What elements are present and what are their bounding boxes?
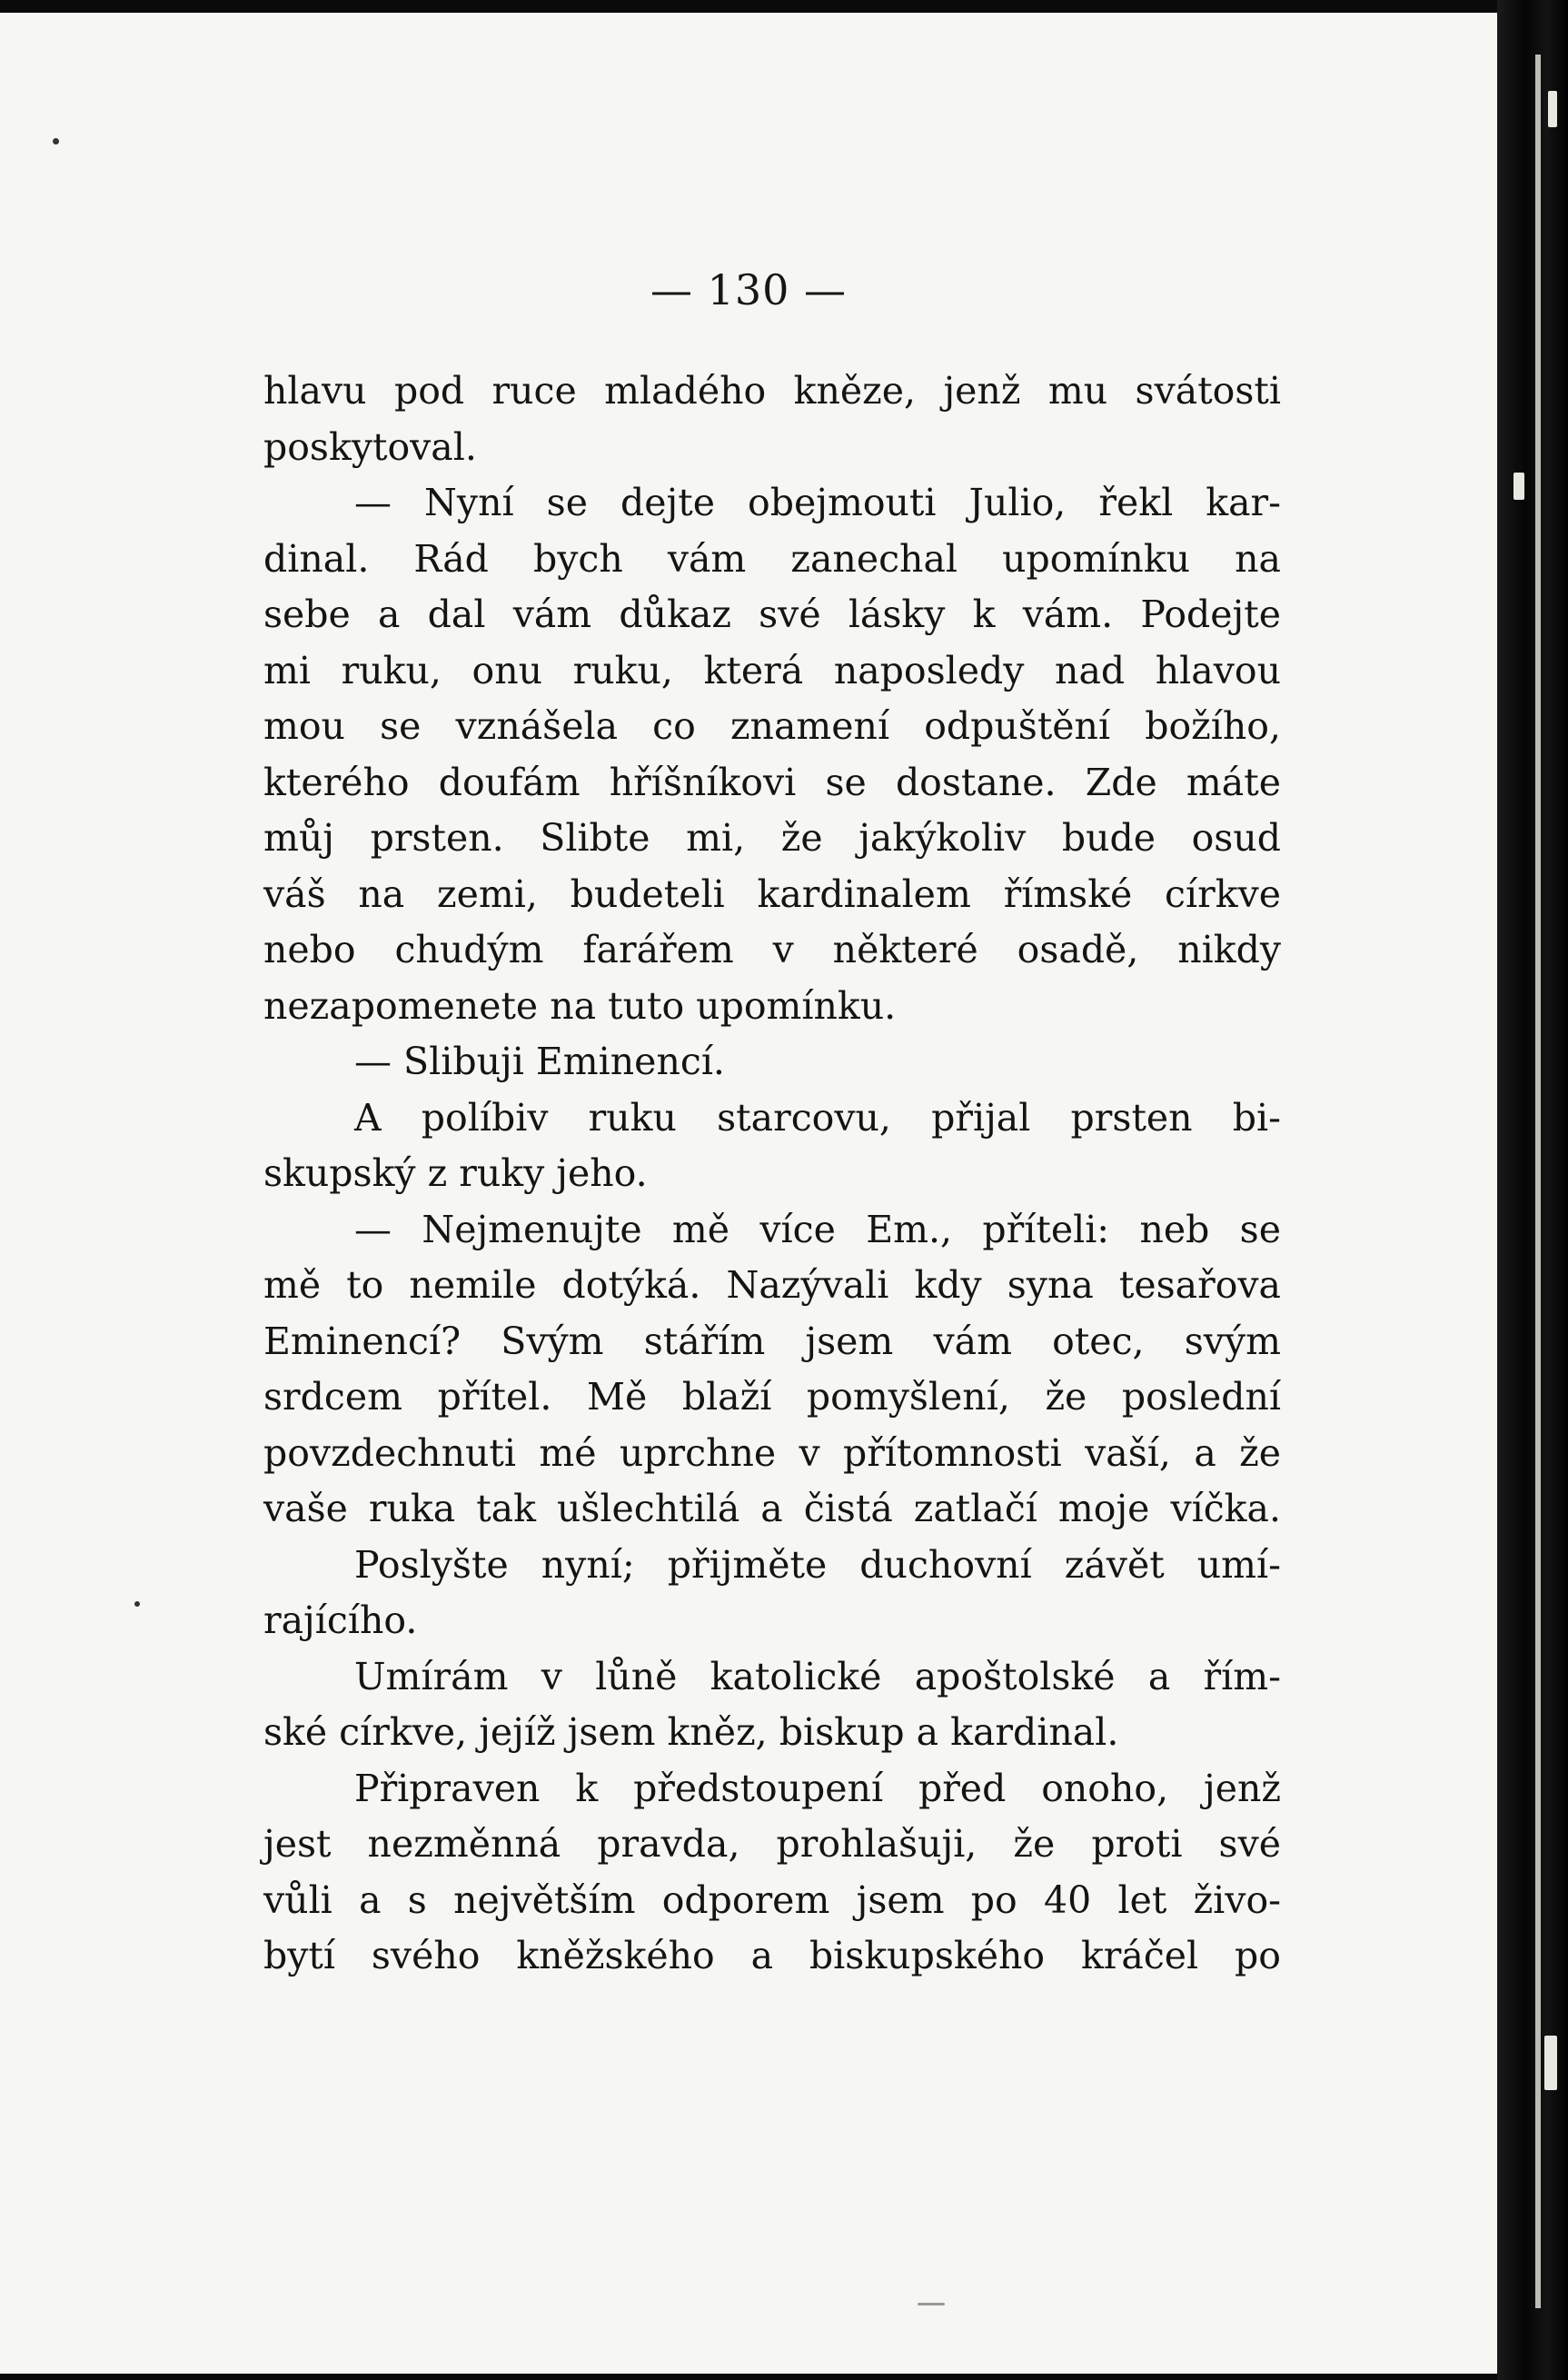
text-line: bytí svého kněžského a biskupského kráčel po — [263, 1934, 1281, 1977]
text-line: vaše ruka tak ušlechtilá a čistá zatlačí moje víčka. — [263, 1487, 1281, 1530]
paper-speck — [134, 1601, 140, 1607]
spine-mark — [1548, 91, 1557, 127]
text-line: mou se vznášela co znamení odpuštění božího, — [263, 704, 1281, 748]
text-line: sebe a dal vám důkaz své lásky k vám. Podejte — [263, 593, 1281, 636]
text-line: — Nejmenujte mě více Em., příteli: neb se — [354, 1207, 1281, 1251]
text-line: skupský z ruky jeho. — [263, 1151, 648, 1195]
text-line: Připraven k předstoupení před onoho, jenž — [354, 1766, 1281, 1810]
text-line: můj prsten. Slibte mi, že jakýkoliv bude osud — [263, 816, 1281, 860]
page-number: — 130 — — [650, 265, 848, 314]
spine-highlight — [1535, 55, 1541, 2308]
text-line: Poslyšte nyní; přijměte duchovní závět umí- — [354, 1542, 1281, 1587]
book-page — [0, 13, 1497, 2374]
text-line: nebo chudým farářem v některé osadě, nikdy — [263, 928, 1281, 971]
body-text — [263, 363, 1281, 1985]
text-line: dinal. Rád bych vám zanechal upomínku na — [263, 536, 1281, 581]
text-line: jest nezměnná pravda, prohlašuji, že proti své — [263, 1822, 1281, 1866]
text-line: váš na zemi, budeteli kardinalem římské církve — [263, 871, 1281, 916]
text-line: nezapomenete na tuto upomínku. — [263, 983, 897, 1028]
book-spine-edge — [1497, 0, 1568, 2380]
paper-speck — [918, 2303, 945, 2305]
text-line: mě to nemile dotýká. Nazývali kdy syna tesařova — [263, 1263, 1281, 1307]
text-line: kterého doufám hříšníkovi se dostane. Zde máte — [263, 760, 1281, 804]
text-line: — Slibuji Eminencí. — [354, 1040, 725, 1083]
text-line: srdcem přítel. Mě blaží pomyšlení, že poslední — [263, 1375, 1281, 1419]
text-line: povzdechnuti mé uprchne v přítomnosti vaší, a že — [263, 1430, 1281, 1475]
text-line: vůli a s největším odporem jsem po 40 let živo- — [263, 1877, 1281, 1922]
text-line: mi ruku, onu ruku, která naposledy nad hlavou — [263, 648, 1281, 692]
text-line: rajícího. — [263, 1598, 418, 1642]
text-line: hlavu pod ruce mladého kněze, jenž mu svátosti — [263, 369, 1281, 413]
text-line: Umírám v lůně katolické apoštolské a řím- — [354, 1654, 1281, 1698]
text-line: A políbiv ruku starcovu, přijal prsten bi- — [354, 1095, 1281, 1140]
text-line: Eminencí? Svým stářím jsem vám otec, svým — [263, 1319, 1281, 1363]
spine-mark — [1513, 473, 1524, 500]
text-line: — Nyní se dejte obejmouti Julio, řekl kar- — [354, 481, 1281, 524]
spine-mark — [1544, 2036, 1557, 2090]
paper-speck — [53, 138, 59, 144]
text-line: ské církve, jejíž jsem kněz, biskup a kardinal. — [263, 1710, 1119, 1754]
text-line: poskytoval. — [263, 424, 477, 469]
